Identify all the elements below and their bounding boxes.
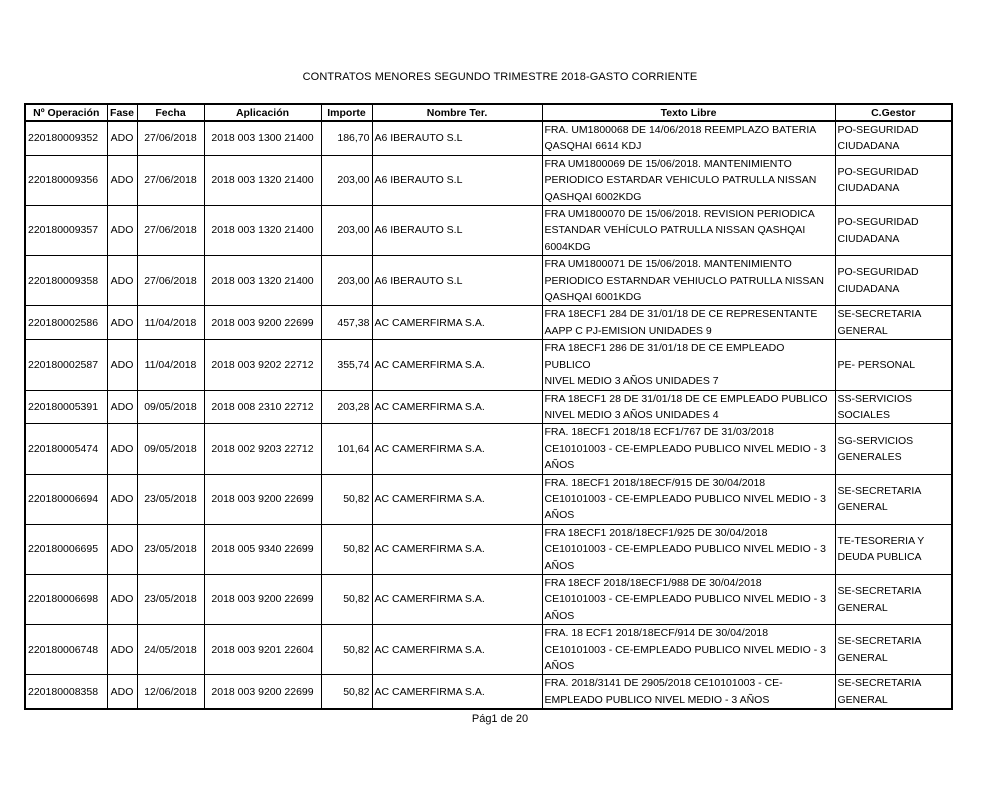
table-row (25, 256, 952, 306)
importe-cell: 50,82 (321, 524, 372, 574)
importe-cell: 355,74 (321, 340, 372, 390)
nombre-cell: AC CAMERFIRMA S.A. (372, 306, 542, 340)
texto-libre-cell: FRA 18ECF1 28 DE 31/01/18 DE CE EMPLEADO PUBLICO NIVEL MEDIO 3 AÑOS UNIDADES 4 (542, 390, 835, 424)
importe-cell: 50,82 (321, 474, 372, 524)
col-header-fase: Fase (107, 104, 137, 121)
aplicacion-cell: 2018 005 9340 22699 (204, 524, 321, 574)
texto-libre-cell: FRA 18ECF1 286 DE 31/01/18 DE CE EMPLEADO PUBLICO NIVEL MEDIO 3 AÑOS UNIDADES 7 (542, 340, 835, 390)
texto-libre-cell: FRA. 18 ECF1 2018/18ECF/914 DE 30/04/2018 CE10101003 - CE-EMPLEADO PUBLICO NIVEL MEDIO - 3 AÑOS (542, 625, 835, 675)
operacion-cell: 220180005391 (25, 390, 107, 424)
fase-cell: ADO (107, 474, 137, 524)
nombre-cell: A6 IBERAUTO S.L (372, 256, 542, 306)
fase-cell: ADO (107, 574, 137, 624)
gestor-cell: PO-SEGURIDAD CIUDADANA (835, 155, 952, 205)
nombre-cell: AC CAMERFIRMA S.A. (372, 524, 542, 574)
operacion-cell: 220180006694 (25, 474, 107, 524)
fecha-cell: 24/05/2018 (137, 625, 204, 675)
importe-cell: 203,00 (321, 256, 372, 306)
gestor-cell: SE-SECRETARIA GENERAL (835, 306, 952, 340)
operacion-cell: 220180002586 (25, 306, 107, 340)
nombre-cell: A6 IBERAUTO S.L (372, 155, 542, 205)
texto-libre-cell: FRA UM1800070 DE 15/06/2018. REVISION PERIODICA ESTANDAR VEHÍCULO PATRULLA NISSAN QASHQAI 6004KDG (542, 206, 835, 256)
importe-cell: 186,70 (321, 121, 372, 155)
nombre-cell: AC CAMERFIRMA S.A. (372, 574, 542, 624)
fecha-cell: 09/05/2018 (137, 390, 204, 424)
aplicacion-cell: 2018 002 9203 22712 (204, 424, 321, 474)
texto-libre-cell: FRA 18ECF1 2018/18ECF1/925 DE 30/04/2018 CE10101003 - CE-EMPLEADO PUBLICO NIVEL MEDIO - 3 AÑOS (542, 524, 835, 574)
nombre-cell: A6 IBERAUTO S.L (372, 121, 542, 155)
texto-libre-cell: FRA 18ECF1 284 DE 31/01/18 DE CE REPRESENTANTE AAPP C PJ-EMISION UNIDADES 9 (542, 306, 835, 340)
importe-cell: 50,82 (321, 675, 372, 709)
fase-cell: ADO (107, 206, 137, 256)
operacion-cell: 220180009352 (25, 121, 107, 155)
aplicacion-cell: 2018 003 9200 22699 (204, 574, 321, 624)
aplicacion-cell: 2018 003 9200 22699 (204, 306, 321, 340)
gestor-cell: PO-SEGURIDAD CIUDADANA (835, 256, 952, 306)
importe-cell: 203,28 (321, 390, 372, 424)
table-row (25, 625, 952, 675)
texto-libre-cell: FRA. UM1800068 DE 14/06/2018 REEMPLAZO BATERIA QASQHAI 6614 KDJ (542, 121, 835, 155)
col-header-gestor: C.Gestor (835, 104, 952, 121)
gestor-cell: SE-SECRETARIA GENERAL (835, 574, 952, 624)
operacion-cell: 220180006748 (25, 625, 107, 675)
texto-libre-cell: FRA UM1800071 DE 15/06/2018. MANTENIMIENTO PERIODICO ESTARNDAR VEHIUCLO PATRULLA NISSAN QASHQAI 6001KDG (542, 256, 835, 306)
table-row (25, 474, 952, 524)
col-header-texto: Texto Libre (542, 104, 835, 121)
fase-cell: ADO (107, 306, 137, 340)
fecha-cell: 27/06/2018 (137, 155, 204, 205)
table-body (25, 121, 952, 709)
operacion-cell: 220180009358 (25, 256, 107, 306)
fase-cell: ADO (107, 625, 137, 675)
fecha-cell: 11/04/2018 (137, 340, 204, 390)
nombre-cell: AC CAMERFIRMA S.A. (372, 340, 542, 390)
gestor-cell: TE-TESORERIA Y DEUDA PUBLICA (835, 524, 952, 574)
operacion-cell: 220180002587 (25, 340, 107, 390)
importe-cell: 101,64 (321, 424, 372, 474)
operacion-cell: 220180008358 (25, 675, 107, 709)
col-header-fecha: Fecha (137, 104, 204, 121)
fase-cell: ADO (107, 121, 137, 155)
operacion-cell: 220180005474 (25, 424, 107, 474)
gestor-cell: PO-SEGURIDAD CIUDADANA (835, 206, 952, 256)
aplicacion-cell: 2018 003 1320 21400 (204, 206, 321, 256)
fecha-cell: 27/06/2018 (137, 121, 204, 155)
gestor-cell: PO-SEGURIDAD CIUDADANA (835, 121, 952, 155)
operacion-cell: 220180009357 (25, 206, 107, 256)
importe-cell: 457,38 (321, 306, 372, 340)
nombre-cell: A6 IBERAUTO S.L (372, 206, 542, 256)
nombre-cell: AC CAMERFIRMA S.A. (372, 424, 542, 474)
table-row (25, 340, 952, 390)
col-header-importe: Importe (321, 104, 372, 121)
fase-cell: ADO (107, 675, 137, 709)
aplicacion-cell: 2018 003 9202 22712 (204, 340, 321, 390)
table-row (25, 675, 952, 709)
aplicacion-cell: 2018 003 9200 22699 (204, 474, 321, 524)
aplicacion-cell: 2018 008 2310 22712 (204, 390, 321, 424)
fase-cell: ADO (107, 256, 137, 306)
col-header-aplicacion: Aplicación (204, 104, 321, 121)
page-number: Pág1 de 20 (471, 713, 529, 725)
fecha-cell: 12/06/2018 (137, 675, 204, 709)
fecha-cell: 23/05/2018 (137, 574, 204, 624)
nombre-cell: AC CAMERFIRMA S.A. (372, 390, 542, 424)
table-row (25, 155, 952, 205)
fase-cell: ADO (107, 155, 137, 205)
gestor-cell: PE- PERSONAL (835, 340, 952, 390)
table-row (25, 390, 952, 424)
importe-cell: 50,82 (321, 574, 372, 624)
operacion-cell: 220180009356 (25, 155, 107, 205)
fase-cell: ADO (107, 390, 137, 424)
table-row (25, 424, 952, 474)
table-header-row (25, 104, 952, 121)
gestor-cell: SE-SECRETARIA GENERAL (835, 625, 952, 675)
aplicacion-cell: 2018 003 1320 21400 (204, 256, 321, 306)
importe-cell: 50,82 (321, 625, 372, 675)
fecha-cell: 27/06/2018 (137, 256, 204, 306)
table-row (25, 206, 952, 256)
table-row (25, 306, 952, 340)
fecha-cell: 27/06/2018 (137, 206, 204, 256)
gestor-cell: SG-SERVICIOS GENERALES (835, 424, 952, 474)
nombre-cell: AC CAMERFIRMA S.A. (372, 675, 542, 709)
operacion-cell: 220180006698 (25, 574, 107, 624)
table-row (25, 574, 952, 624)
col-header-nombre: Nombre Ter. (372, 104, 542, 121)
texto-libre-cell: FRA. 18ECF1 2018/18ECF/915 DE 30/04/2018 CE10101003 - CE-EMPLEADO PUBLICO NIVEL MEDIO - 3 AÑOS (542, 474, 835, 524)
gestor-cell: SS-SERVICIOS SOCIALES (835, 390, 952, 424)
fecha-cell: 09/05/2018 (137, 424, 204, 474)
col-header-operacion: Nº Operación (25, 104, 107, 121)
gestor-cell: SE-SECRETARIA GENERAL (835, 675, 952, 709)
nombre-cell: AC CAMERFIRMA S.A. (372, 625, 542, 675)
nombre-cell: AC CAMERFIRMA S.A. (372, 474, 542, 524)
texto-libre-cell: FRA. 2018/3141 DE 2905/2018 CE10101003 - CE- EMPLEADO PUBLICO NIVEL MEDIO - 3 AÑOS (542, 675, 835, 709)
aplicacion-cell: 2018 003 9201 22604 (204, 625, 321, 675)
table-row (25, 121, 952, 155)
fase-cell: ADO (107, 424, 137, 474)
fecha-cell: 11/04/2018 (137, 306, 204, 340)
importe-cell: 203,00 (321, 155, 372, 205)
aplicacion-cell: 2018 003 1320 21400 (204, 155, 321, 205)
fecha-cell: 23/05/2018 (137, 524, 204, 574)
operacion-cell: 220180006695 (25, 524, 107, 574)
document-title: CONTRATOS MENORES SEGUNDO TRIMESTRE 2018-GASTO CORRIENTE (302, 71, 698, 83)
importe-cell: 203,00 (321, 206, 372, 256)
texto-libre-cell: FRA UM1800069 DE 15/06/2018. MANTENIMIENTO PERIODICO ESTARDAR VEHICULO PATRULLA NISSAN QASHQAI 6002KDG (542, 155, 835, 205)
texto-libre-cell: FRA 18ECF 2018/18ECF1/988 DE 30/04/2018 CE10101003 - CE-EMPLEADO PUBLICO NIVEL MEDIO - 3 AÑOS (542, 574, 835, 624)
fecha-cell: 23/05/2018 (137, 474, 204, 524)
table-row (25, 524, 952, 574)
contracts-table (24, 103, 953, 710)
gestor-cell: SE-SECRETARIA GENERAL (835, 474, 952, 524)
texto-libre-cell: FRA. 18ECF1 2018/18 ECF1/767 DE 31/03/2018 CE10101003 - CE-EMPLEADO PUBLICO NIVEL MEDIO - 3 AÑOS (542, 424, 835, 474)
aplicacion-cell: 2018 003 1300 21400 (204, 121, 321, 155)
aplicacion-cell: 2018 003 9200 22699 (204, 675, 321, 709)
fase-cell: ADO (107, 340, 137, 390)
fase-cell: ADO (107, 524, 137, 574)
